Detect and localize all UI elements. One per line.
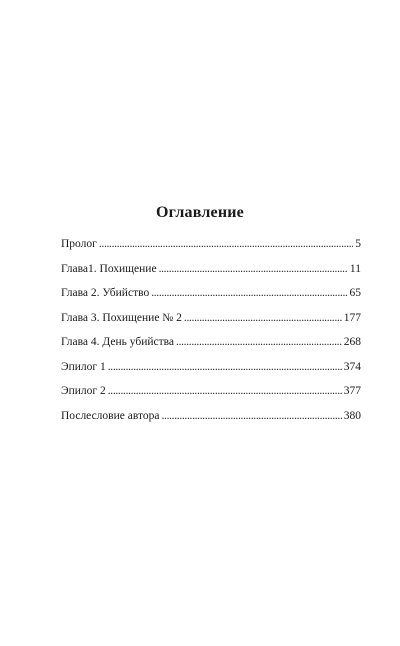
toc-entry-page-number: 65 xyxy=(349,287,361,299)
dot-leader xyxy=(159,261,348,277)
dot-leader xyxy=(99,236,353,252)
toc-entry-label: Глава 2. Убийство xyxy=(61,287,150,299)
toc-entry-chapter-4[interactable] xyxy=(61,334,361,359)
toc-entry-label: Эпилог 1 xyxy=(61,360,106,373)
toc-entry-label: Пролог xyxy=(61,238,97,250)
table-of-contents xyxy=(61,236,361,432)
dot-leader xyxy=(176,334,342,350)
toc-entry-page-number: 5 xyxy=(355,238,361,250)
toc-entry-page-number: 11 xyxy=(349,262,361,275)
toc-entry-chapter-3[interactable] xyxy=(61,310,361,335)
toc-entry-label: Глава1. Похищение xyxy=(61,262,157,275)
toc-entry-label: Глава 3. Похищение № 2 xyxy=(61,311,182,324)
toc-entry-page-number: 380 xyxy=(343,409,361,422)
dot-leader xyxy=(108,383,342,399)
dot-leader xyxy=(184,310,342,326)
toc-entry-page-number: 377 xyxy=(343,385,361,397)
page-title: Оглавление xyxy=(156,204,244,221)
toc-entry-label: Послесловие автора xyxy=(61,409,160,422)
dot-leader xyxy=(108,359,342,375)
toc-entry-page-number: 374 xyxy=(343,360,361,373)
dot-leader xyxy=(161,408,341,424)
toc-entry-prologue[interactable] xyxy=(61,236,361,261)
toc-entry-label: Эпилог 2 xyxy=(61,385,106,397)
toc-entry-chapter-1[interactable] xyxy=(61,261,361,286)
toc-entry-afterword[interactable] xyxy=(61,408,361,433)
toc-entry-epilogue-2[interactable] xyxy=(61,383,361,408)
dot-leader xyxy=(151,285,347,301)
toc-entry-page-number: 268 xyxy=(343,336,361,348)
toc-entry-chapter-2[interactable] xyxy=(61,285,361,310)
toc-entry-epilogue-1[interactable] xyxy=(61,359,361,384)
toc-entry-page-number: 177 xyxy=(343,311,361,324)
toc-entry-label: Глава 4. День убийства xyxy=(61,336,175,348)
